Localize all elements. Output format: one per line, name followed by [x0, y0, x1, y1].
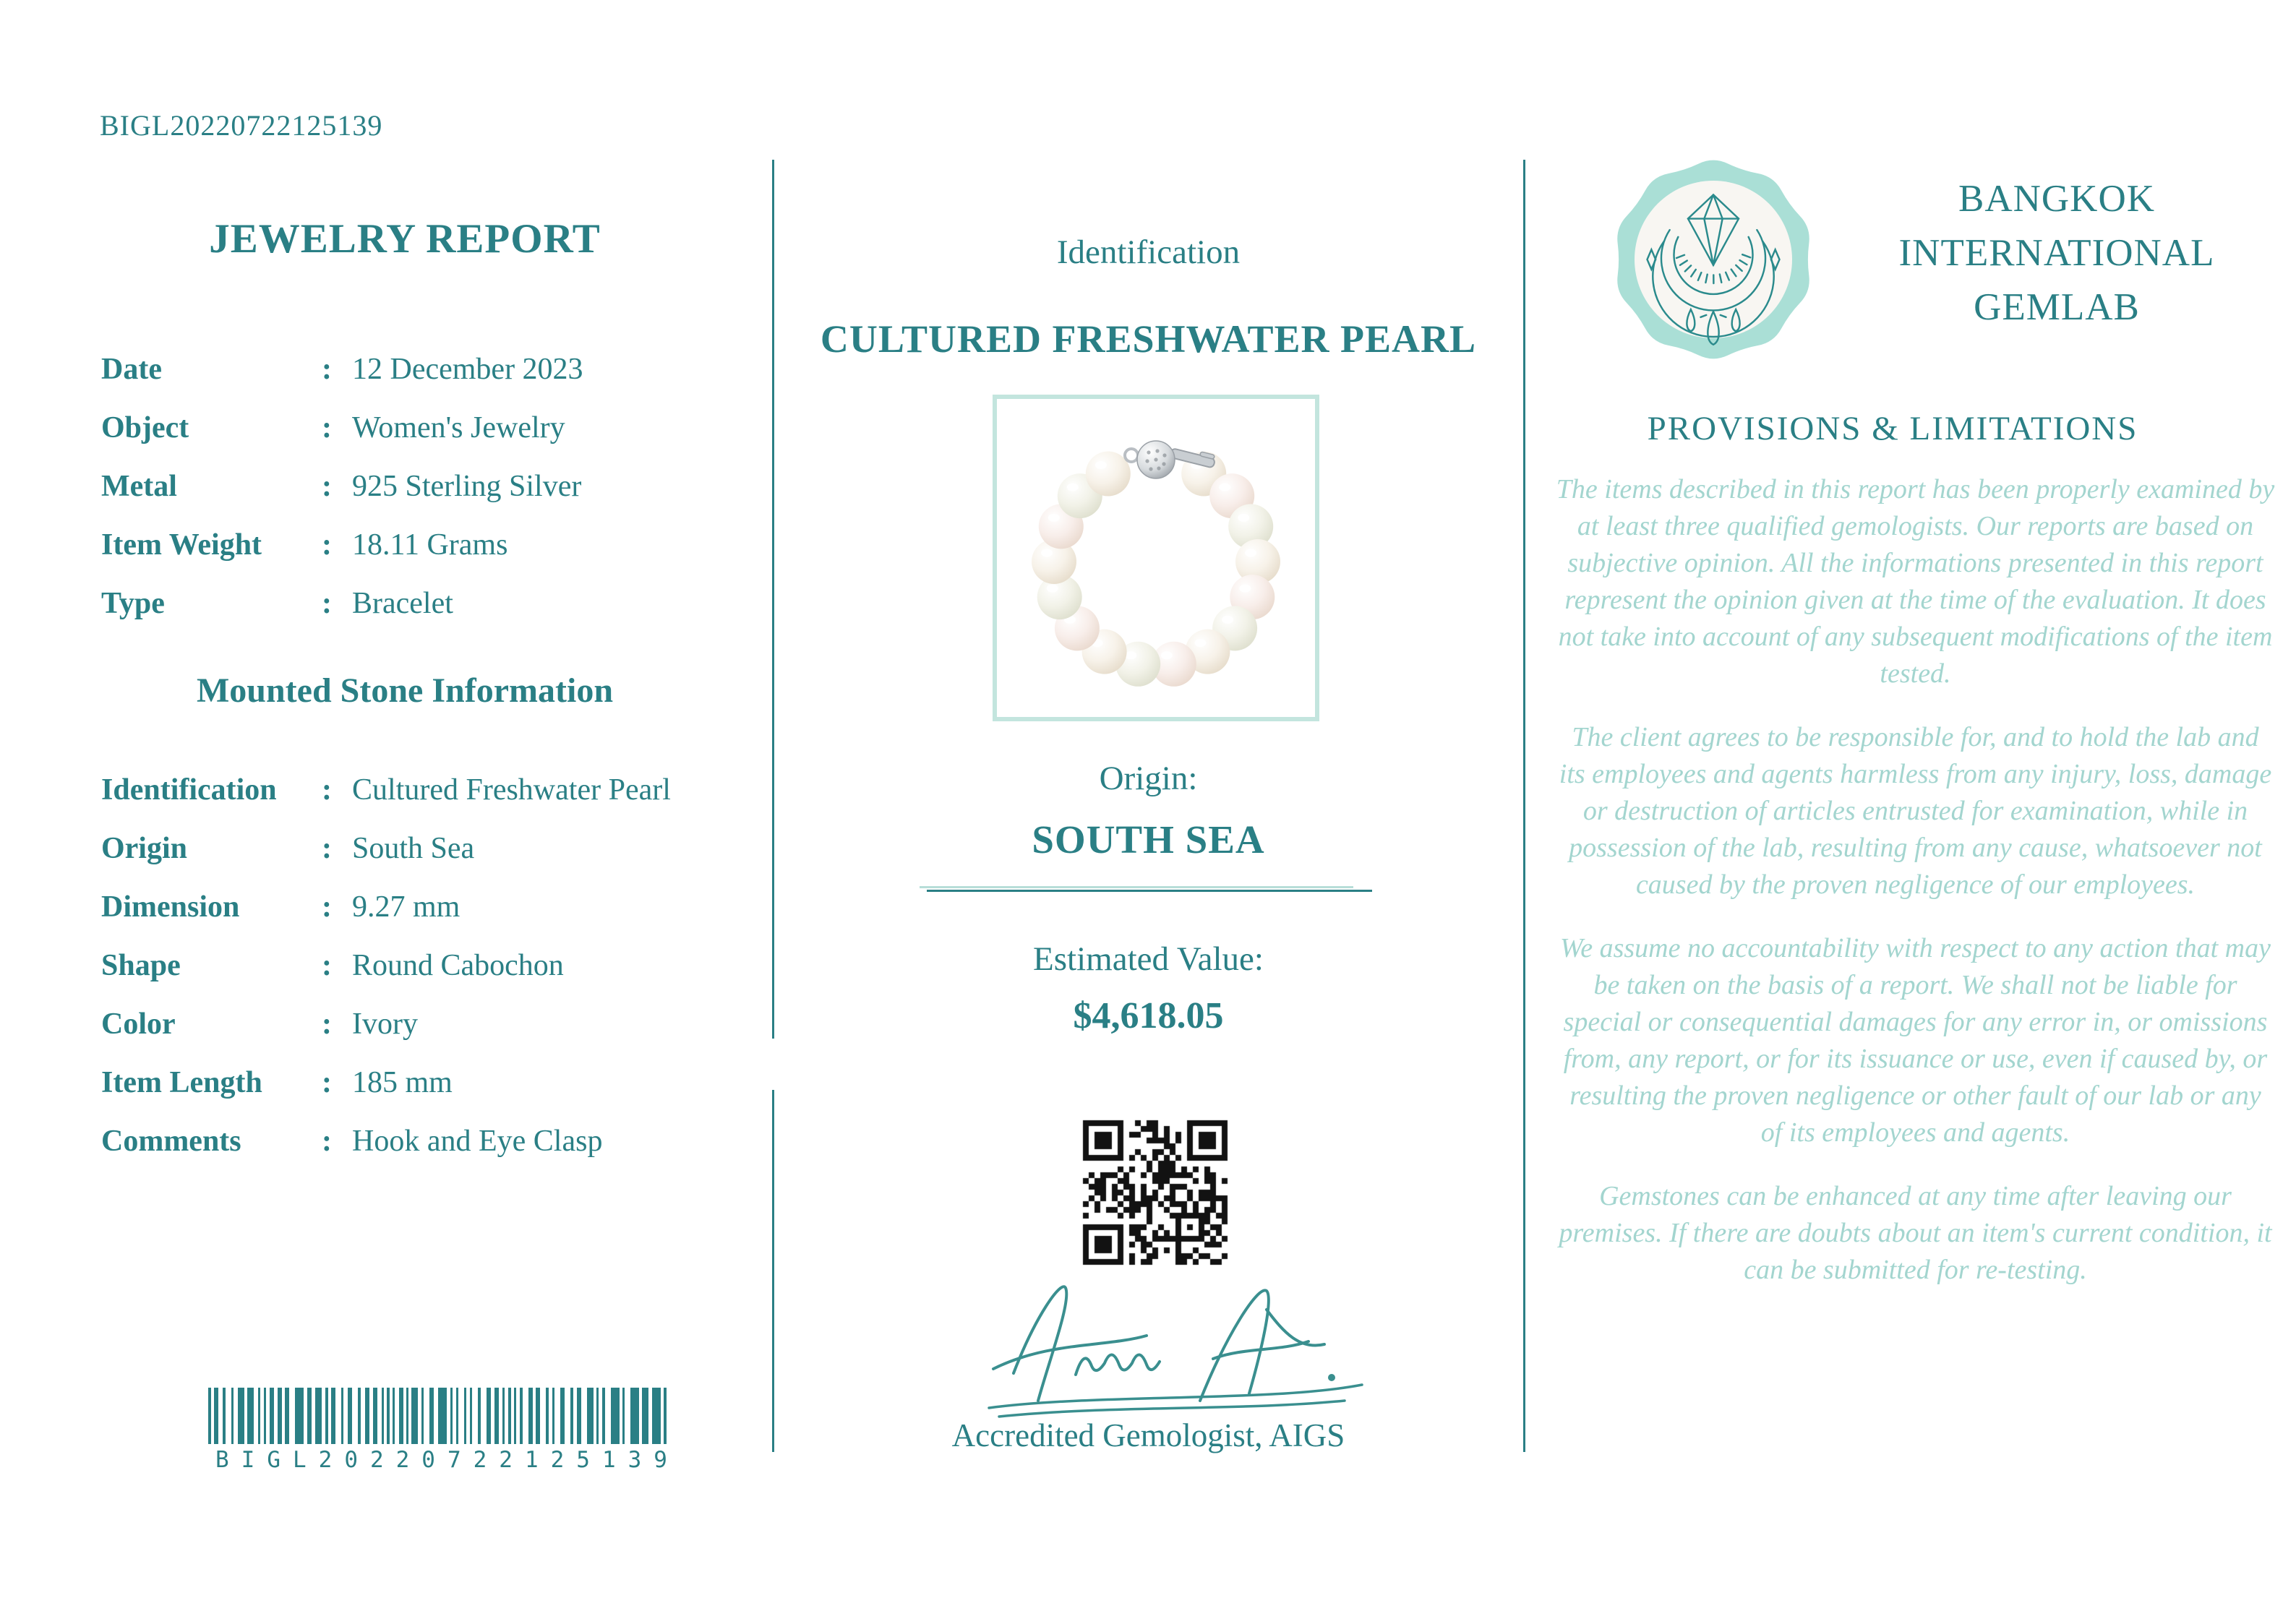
stone-section-title: Mounted Stone Information	[196, 671, 614, 710]
lab-name-line: GEMLAB	[1974, 286, 2140, 328]
origin-value: SOUTH SEA	[1032, 817, 1265, 862]
field-value: South Sea	[352, 832, 475, 865]
field-value: Bracelet	[352, 587, 453, 620]
qr-code	[1080, 1117, 1230, 1268]
stone-row-shape	[101, 948, 752, 984]
pearl-ring	[1032, 452, 1280, 687]
lab-logo	[1608, 152, 1819, 367]
field-label: Comments	[101, 1125, 241, 1158]
divider-line	[927, 890, 1372, 892]
field-colon: :	[322, 1008, 332, 1041]
field-value: 925 Sterling Silver	[352, 470, 582, 503]
field-value: 12 December 2023	[352, 353, 583, 386]
lab-name	[1836, 172, 2277, 335]
field-value: Ivory	[352, 1008, 418, 1041]
field-label: Item Length	[101, 1066, 262, 1099]
lab-name-line: BANGKOK	[1958, 178, 2155, 220]
stone-row-item-length	[101, 1065, 752, 1101]
signature	[969, 1266, 1374, 1419]
field-value: Round Cabochon	[352, 949, 564, 982]
field-label: Object	[101, 411, 189, 444]
estimated-value: $4,618.05	[1073, 995, 1224, 1036]
field-row-date	[101, 351, 752, 387]
certificate-number: BIGL20220722125139	[100, 109, 383, 142]
field-colon: :	[322, 949, 332, 982]
field-label: Item Weight	[101, 528, 262, 562]
barcode-bars	[208, 1388, 671, 1444]
stone-row-identification	[101, 772, 752, 808]
origin-label: Origin:	[1099, 760, 1198, 797]
field-label: Type	[101, 587, 165, 620]
barcode	[208, 1388, 680, 1473]
item-photo-frame	[993, 395, 1319, 721]
field-label: Origin	[101, 832, 188, 865]
estimated-value-label: Estimated Value:	[1033, 940, 1264, 978]
column-divider-right	[1523, 160, 1525, 1452]
field-colon: :	[322, 587, 332, 620]
field-value: 9.27 mm	[352, 890, 461, 924]
field-row-item-weight	[101, 527, 752, 563]
provision-paragraph: We assume no accountability with respect to any action that may be taken on the basis of a report. We shall not be liable for special or consequential damages for any error in, or omissions from, any report, or for its issuance or use, even if caused by, or resulting the proven negligence or other fault of our lab or any of its employees and agents.	[1560, 933, 2271, 1148]
field-colon: :	[322, 832, 332, 865]
field-label: Date	[101, 353, 162, 386]
field-row-metal	[101, 468, 752, 504]
identification-section-label: Identification	[1056, 233, 1241, 271]
provision-paragraph: The items described in this report has been properly examined by at least three qualified gemologists. Our reports are based on subjective opinion. All the informations presented in this report represent the opinion given at the time of the evaluation. It does not take into account of any subsequent modifications of the item tested.	[1556, 474, 2275, 689]
field-colon: :	[322, 411, 332, 444]
stone-row-comments	[101, 1123, 752, 1159]
provisions-text	[1556, 471, 2275, 1315]
field-label: Dimension	[101, 890, 240, 924]
field-label: Metal	[101, 470, 177, 503]
provisions-title: PROVISIONS & LIMITATIONS	[1647, 410, 2138, 447]
column-divider-left-bottom	[772, 1090, 774, 1452]
field-label: Shape	[101, 949, 181, 982]
barcode-text: BIGL20220722125139	[215, 1447, 680, 1473]
field-value: 18.11 Grams	[352, 528, 508, 562]
field-label: Identification	[101, 773, 277, 807]
field-colon: :	[322, 890, 332, 924]
stone-row-dimension	[101, 889, 752, 925]
field-colon: :	[322, 1125, 332, 1158]
lab-name-line: INTERNATIONAL	[1898, 232, 2215, 274]
identification-title: CULTURED FRESHWATER PEARL	[820, 317, 1477, 361]
field-row-object	[101, 410, 752, 446]
field-label: Color	[101, 1008, 176, 1041]
field-row-type	[101, 585, 752, 622]
field-colon: :	[322, 353, 332, 386]
stone-row-color	[101, 1006, 752, 1042]
column-divider-left-top	[772, 160, 774, 1039]
field-value: 185 mm	[352, 1066, 453, 1099]
field-colon: :	[322, 470, 332, 503]
field-value: Hook and Eye Clasp	[352, 1125, 603, 1158]
pearl-bracelet-photo	[1004, 406, 1308, 710]
field-colon: :	[322, 528, 332, 562]
field-colon: :	[322, 773, 332, 807]
report-title: JEWELRY REPORT	[209, 216, 601, 262]
field-colon: :	[322, 1066, 332, 1099]
divider-line-shadow	[920, 886, 1353, 888]
field-value: Women's Jewelry	[352, 411, 565, 444]
provision-paragraph: Gemstones can be enhanced at any time after leaving our premises. If there are doubts about an item's current condition, it can be submitted for re-testing.	[1559, 1181, 2272, 1285]
field-value: Cultured Freshwater Pearl	[352, 773, 671, 807]
provision-paragraph: The client agrees to be responsible for, and to hold the lab and its employees and agents harmless from any injury, loss, damage or destruction of articles entrusted for examination, while in possession of the lab, resulting from any cause, whatsoever not caused by the proven negligence of our employees.	[1559, 722, 2272, 900]
signatory-title: Accredited Gemologist, AIGS	[951, 1417, 1345, 1453]
stone-row-origin	[101, 830, 752, 867]
